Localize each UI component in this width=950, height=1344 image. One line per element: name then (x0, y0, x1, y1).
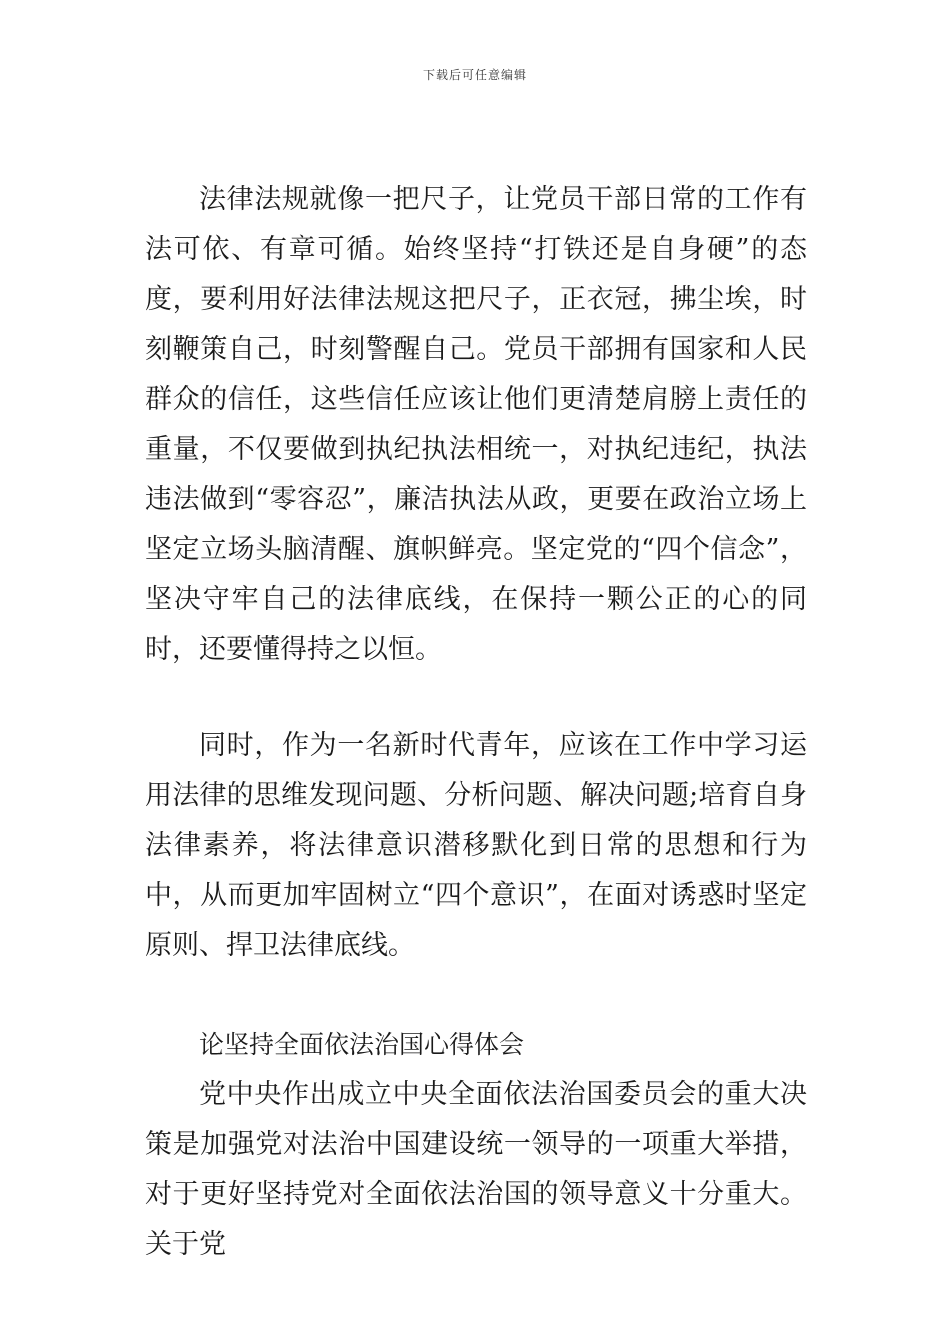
paragraph-text: 党中央作出成立中央全面依法治国委员会的重大决策是加强党对法治中国建设统一领导的一项重大举措，对于更好坚持党对全面依法治国的领导意义十分重大。关于党 (145, 1079, 807, 1260)
body-paragraph-1 (145, 175, 807, 675)
section-title: 论坚持全面依法治国心得体会 (199, 1030, 525, 1059)
body-paragraph-2 (145, 721, 807, 971)
paragraph-text: 同时，作为一名新时代青年，应该在工作中学习运用法律的思维发现问题、分析问题、解决问题;培育自身法律素养，将法律意识潜移默化到日常的思想和行为中，从而更加牢固树立“四个意识”，在面对诱惑时坚定原则、捍卫法律底线。 (145, 730, 807, 961)
paragraph-text: 法律法规就像一把尺子，让党员干部日常的工作有法可依、有章可循。始终坚持“打铁还是自身硬”的态度，要利用好法律法规这把尺子，正衣冠，拂尘埃，时刻鞭策自己，时刻警醒自己。党员干部拥有国家和人民群众的信任，这些信任应该让他们更清楚肩膀上责任的重量，不仅要做到执纪执法相统一，对执纪违纪，执法违法做到“零容忍”，廉洁执法从政，更要在政治立场上坚定立场头脑清醒、旗帜鲜亮。坚定党的“四个信念”，坚决守牢自己的法律底线，在保持一颗公正的心的同时，还要懂得持之以恒。 (145, 184, 807, 665)
download-note-header: 下载后可任意编辑 (422, 68, 527, 82)
section-paragraph (145, 1070, 807, 1270)
